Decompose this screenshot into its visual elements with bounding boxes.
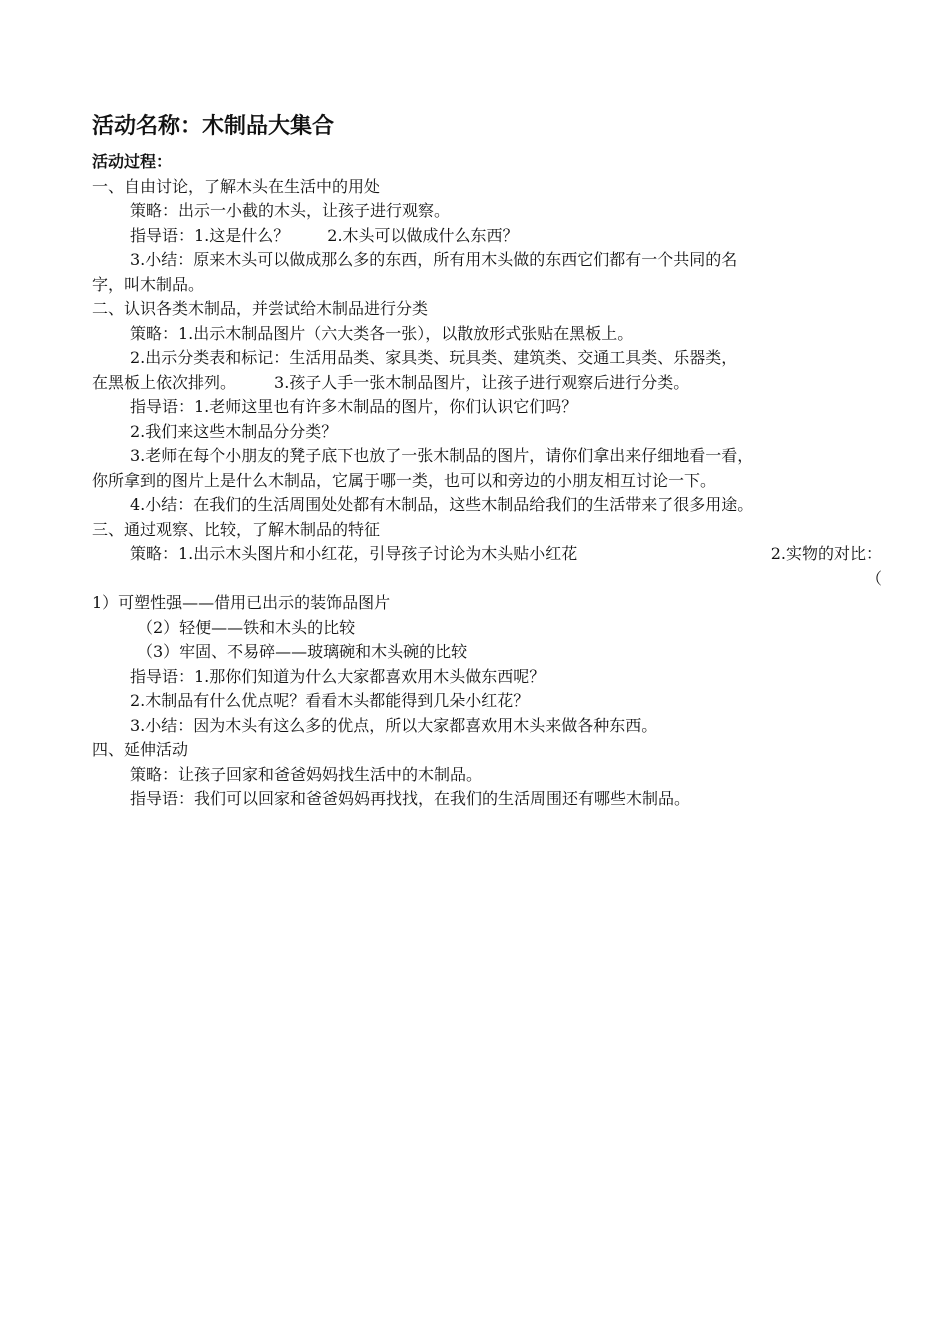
section-1-guide-b: 2.木头可以做成什么东西？ [327, 225, 519, 245]
section-3-strategy-b: 2.实物的对比： [770, 544, 882, 563]
section-2-step2-a: 2.出示分类表和标记：生活用品类、家具类、玩具类、建筑类、交通工具类、乐器类， [130, 348, 738, 367]
document-body [92, 150, 882, 812]
section-3-guide-2: 2.木制品有什么优点呢？看看木头都能得到几朵小红花？ [130, 691, 530, 710]
section-2-strategy: 策略：1.出示木制品图片（六大类各一张），以散放形式张贴在黑板上。 [130, 323, 634, 343]
section-2-heading: 二、认识各类木制品，并尝试给木制品进行分类 [92, 299, 429, 318]
section-3-item-3: （3）牢固、不易碎——玻璃碗和木头碗的比较 [137, 642, 468, 661]
activity-title: 活动名称：木制品大集合 [92, 114, 335, 139]
section-4-strategy: 策略：让孩子回家和爸爸妈妈找生活中的木制品。 [130, 764, 483, 784]
section-2-guide-3a: 3.老师在每个小朋友的凳子底下也放了一张木制品的图片，请你们拿出来仔细地看一看， [130, 446, 754, 465]
section-1-summary-a: 3.小结：原来木头可以做成那么多的东西，所有用木头做的东西它们都有一个共同的名 [130, 250, 738, 269]
section-2-step2-b-text: 在黑板上依次排列。 [92, 372, 237, 392]
section-2-guide-2: 2.我们来这些木制品分分类？ [130, 421, 338, 441]
section-2-step3: 3.孩子人手一张木制品图片，让孩子进行观察后进行分类。 [274, 372, 690, 392]
section-3-guide-1: 指导语：1.那你们知道为什么大家都喜欢用木头做东西呢？ [130, 666, 546, 686]
section-2-guide-3b: 你所拿到的图片上是什么木制品，它属于哪一类，也可以和旁边的小朋友相互讨论一下。 [92, 470, 717, 490]
section-1-strategy: 策略：出示一小截的木头，让孩子进行观察。 [130, 201, 451, 220]
section-3-strategy-a: 策略：1.出示木头图片和小红花，引导孩子讨论为木头贴小红花 [130, 544, 578, 563]
process-label: 活动过程： [92, 152, 173, 171]
section-3-item-1: 1）可塑性强——借用已出示的装饰品图片 [92, 593, 391, 612]
section-2-summary: 4.小结：在我们的生活周围处处都有木制品，这些木制品给我们的生活带来了很多用途。 [130, 495, 754, 514]
section-3-heading: 三、通过观察、比较，了解木制品的特征 [92, 519, 381, 539]
section-1-summary-b: 字，叫木制品。 [92, 274, 205, 294]
section-3-strategy [92, 542, 882, 567]
section-4-guide: 指导语：我们可以回家和爸爸妈妈再找找，在我们的生活周围还有哪些木制品。 [130, 789, 691, 808]
section-1-heading: 一、自由讨论，了解木头在生活中的用处 [92, 176, 381, 196]
section-3-summary: 3.小结：因为木头有这么多的优点，所以大家都喜欢用木头来做各种东西。 [130, 715, 658, 735]
section-3-paren: （ [865, 568, 882, 588]
section-1-guide-a: 指导语：1.这是什么？ [130, 225, 290, 245]
section-4-heading: 四、延伸活动 [92, 740, 189, 759]
section-2-step2-b [92, 371, 882, 396]
section-3-item-2: （2）轻便——铁和木头的比较 [137, 617, 356, 637]
section-1-guide [92, 224, 882, 249]
section-2-guide-1: 指导语：1.老师这里也有许多木制品的图片，你们认识它们吗？ [130, 397, 578, 416]
